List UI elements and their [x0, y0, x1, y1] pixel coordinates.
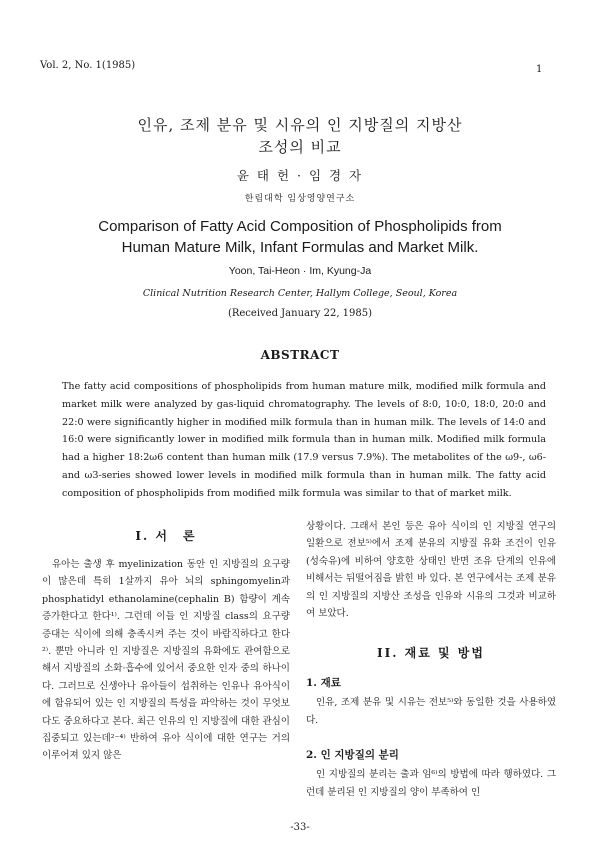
footer-page-number: -33-: [290, 822, 310, 833]
english-title-line1: Comparison of Fatty Acid Composition of Phospholipids from: [98, 218, 502, 235]
journal-volume: Vol. 2, No. 1(1985): [40, 60, 136, 71]
korean-title-line1: 인유, 조제 분유 및 시유의 인 지방질의 지방산: [137, 116, 463, 134]
section-methods-heading: II. 재료 및 방법: [377, 646, 485, 661]
abstract-heading: ABSTRACT: [260, 348, 340, 362]
introduction-text-continued: 상황이다. 그래서 본인 등은 유아 식이의 인 지방질 연구의 일환으로 전보⁵⁾에서 조제 분유의 지방질 유화 조건이 인유(성숙유)에 비하여 양호한 상태인 반면 조유 단계의 인유에 비해서는 뒤떨어짐을 밝힌 바 있다. 본 연구에서는 조제 분유의 인 지방질의 지방산 조성을 인유와 시유의 그것과 비교하여 보았다.: [306, 521, 556, 620]
received-date: (Received January 22, 1985): [227, 308, 373, 319]
abstract-text: The fatty acid compositions of phospholipids from human mature milk, modified milk formula and market milk were analyzed by gas-liquid chromatography. The levels of 8:0, 10:0, 18:0, 20:0 and 22:0 were significantly higher in modified milk formula than in human milk. The levels of 14:0 and 16:0 were significantly lower in modified milk formula than in human milk. Modified milk formula had a higher 18:2ω6 content than human milk (17.9 versus 7.9%). The metabolites of the ω9-, ω6- and ω3-series showed lower levels in modified milk formula than in human milk. The fatty acid composition of phospholipids from modified milk formula was similar to that of market milk.: [62, 381, 546, 499]
english-affiliation: Clinical Nutrition Research Center, Hallym College, Seoul, Korea: [142, 288, 458, 299]
materials-text: 인유, 조제 분유 및 시유는 전보⁵⁾와 동일한 것을 사용하였다.: [306, 697, 556, 726]
header-page-number: 1: [536, 64, 543, 75]
subsection-separation-heading: 2. 인 지방질의 분리: [306, 749, 399, 762]
english-authors: Yoon, Tai-Heon · Im, Kyung-Ja: [228, 265, 372, 277]
korean-authors: 윤 태 헌 · 임 경 자: [236, 168, 364, 183]
right-column: [306, 518, 556, 801]
korean-title-line2: 조성의 비교: [258, 138, 342, 156]
subsection-materials-heading: 1. 재료: [306, 677, 341, 690]
english-title-line2: Human Mature Milk, Infant Formulas and Market Milk.: [121, 239, 479, 256]
section-introduction-heading: I. 서 론: [135, 529, 197, 543]
left-column: [42, 527, 290, 765]
korean-affiliation: 한림대학 임상영양연구소: [244, 194, 356, 204]
introduction-text: 유아는 출생 후 myelinization 동안 인 지방질의 요구량이 많은데 특히 1살까지 유아 뇌의 sphingomyelin과 phosphatidyl ethanolamine(cephalin B) 함량이 계속 증가한다고 한다¹⁾. 그런데 이들 인 지방질 class의 요구량 증대는 식이에 의해 충족시켜 주는 것이 바람직하다고 한다²⁾. 뿐만 아니라 인 지방질은 지방질의 유화에도 관여함으로 해서 지방질의 소화·흡수에 있어서 중요한 인자 중의 하나이다. 그러므로 신생아나 유아들이 섭취하는 인유나 유아식이에 함유되어 있는 인 지방질의 특성을 파악하는 것이 무엇보다도 중요하다고 본다. 최근 인유의 인 지방질에 대한 관심이 집중되고 있는데²⁻⁴⁾ 반하여 유아 식이에 대한 연구는 거의 이루어져 있지 않은: [42, 559, 290, 762]
separation-text: 인 지방질의 분리는 출과 임⁶⁾의 방법에 따라 행하였다. 그런데 분리된 인 지방질의 양이 부족하여 인: [306, 769, 556, 798]
